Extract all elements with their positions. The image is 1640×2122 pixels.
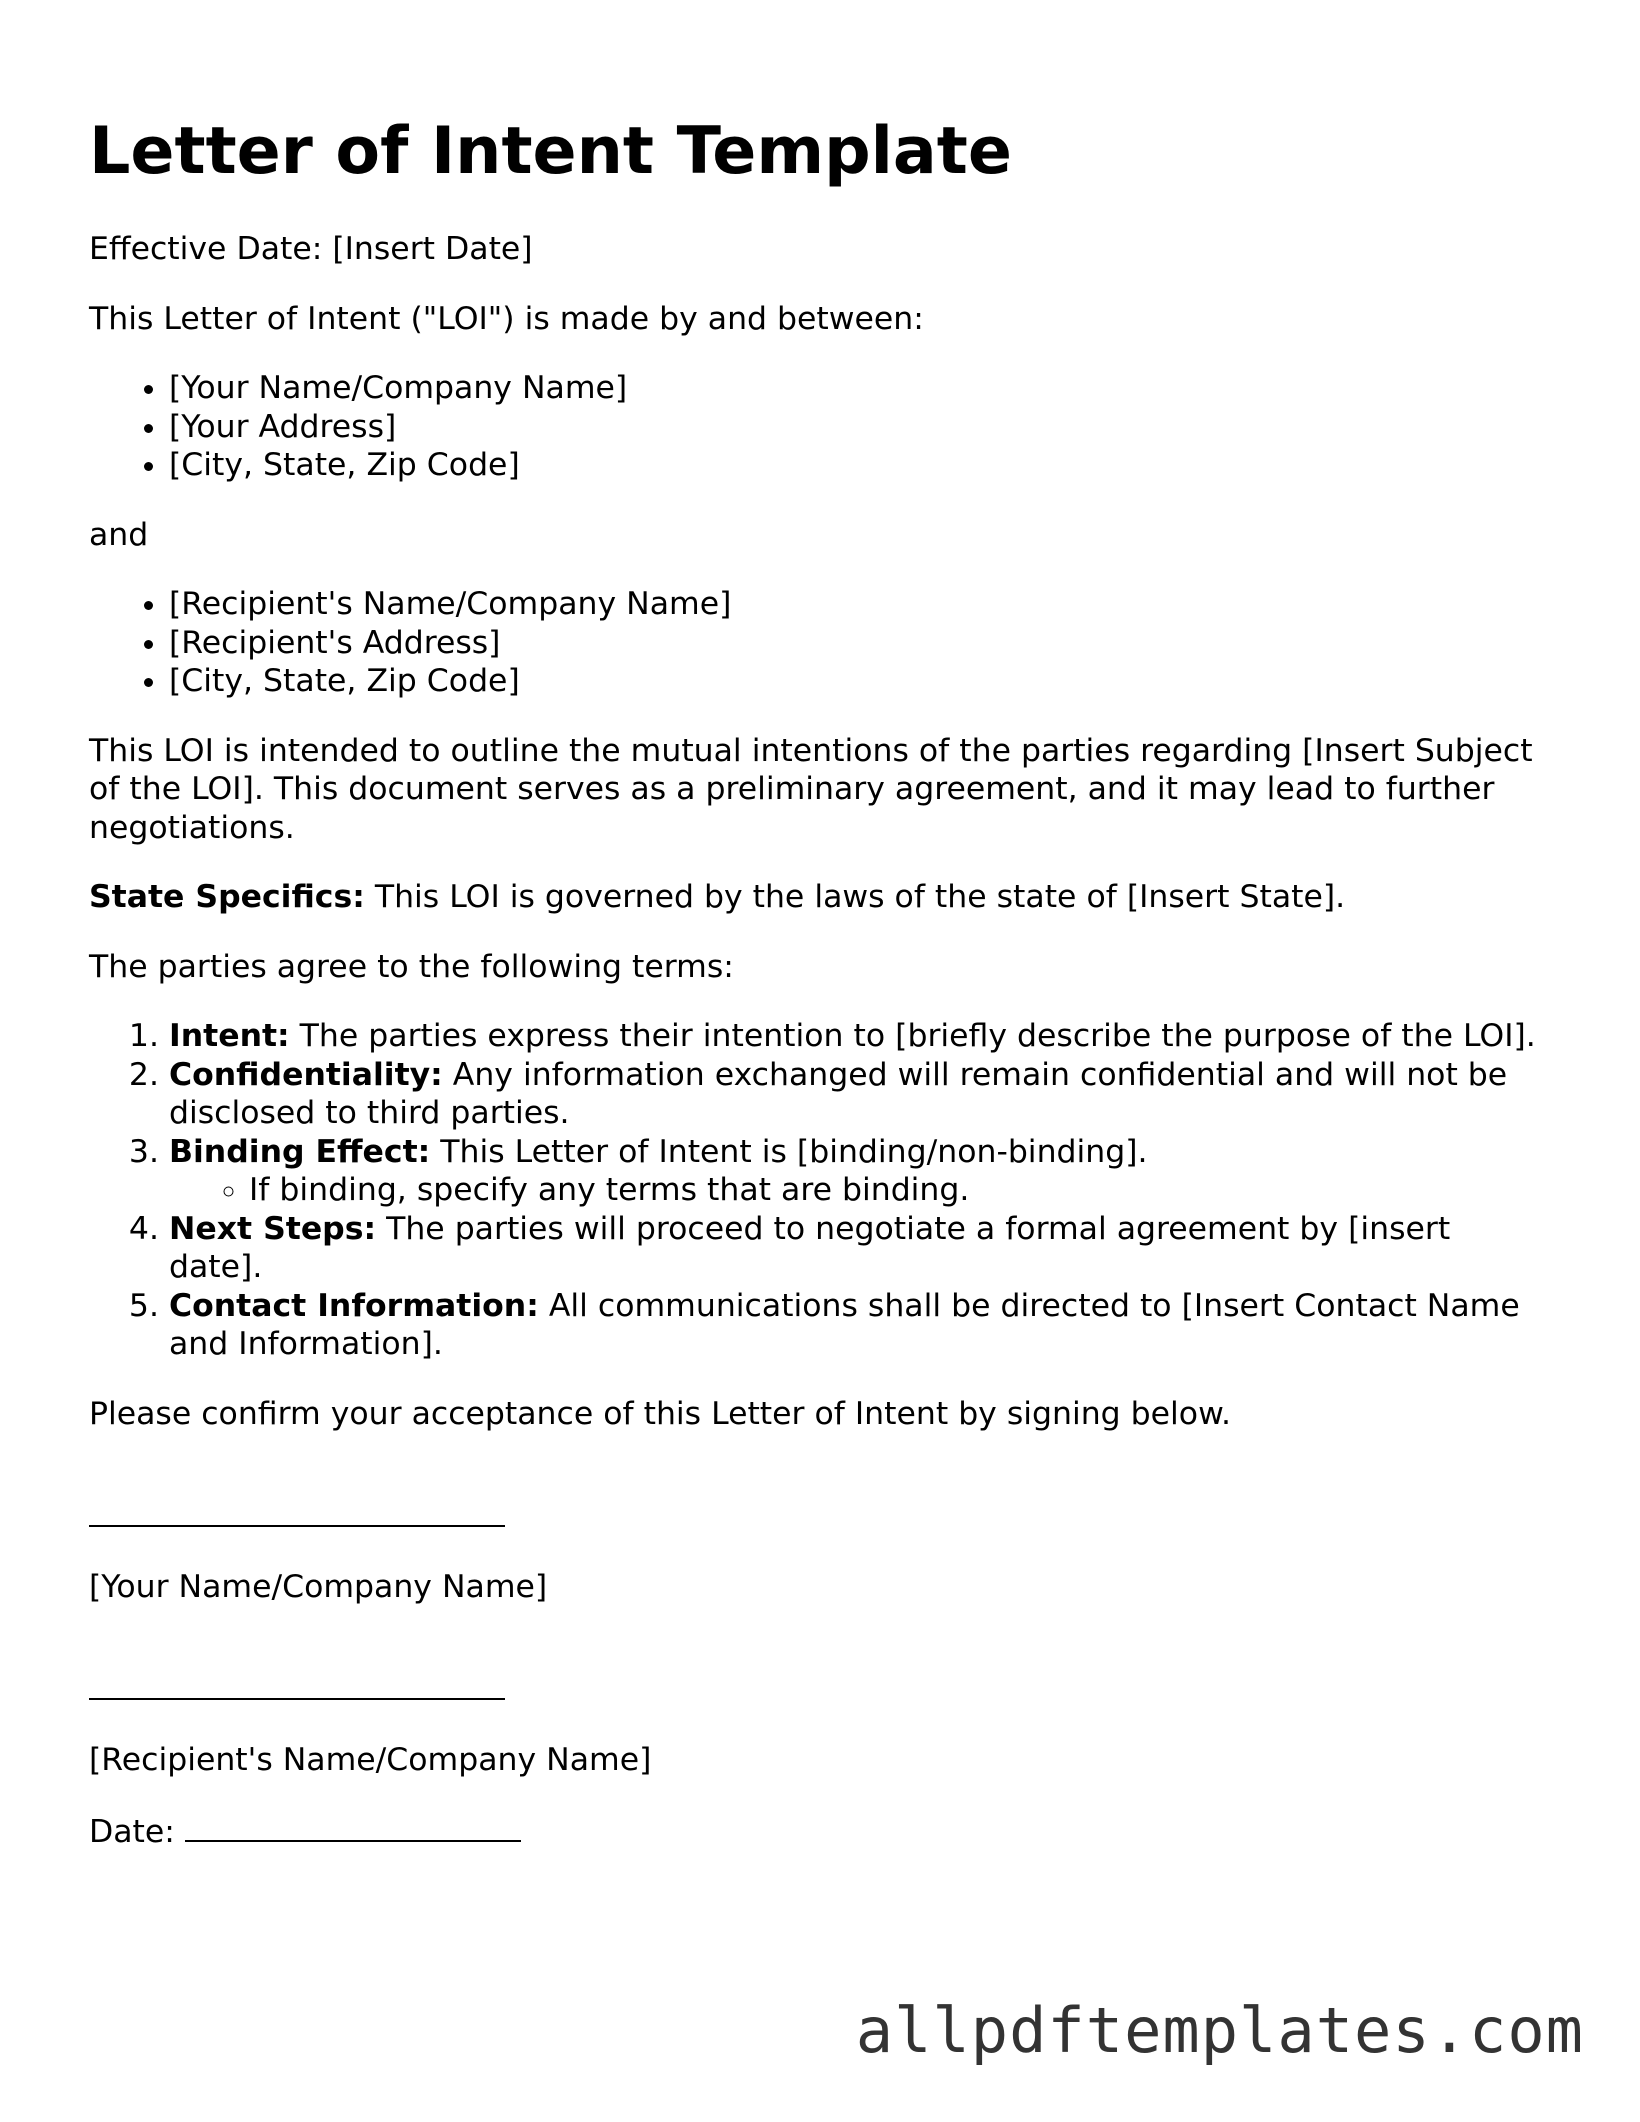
term-binding-effect xyxy=(169,1133,1551,1210)
and-text: and xyxy=(89,516,149,553)
state-label: State Specifics: xyxy=(89,879,365,915)
intro-paragraph: This Letter of Intent ("LOI") is made by and between: xyxy=(89,300,924,337)
list-item: • [City, State, Zip Code] xyxy=(169,446,1551,485)
list-item: • [Your Address] xyxy=(169,408,1551,447)
list-item: • [City, State, Zip Code] xyxy=(169,662,1551,701)
party-two-list xyxy=(89,585,1551,701)
date-label: Date: xyxy=(89,1814,185,1850)
term-text: Any information exchanged will remain confidential and will not be disclosed to third parties. xyxy=(169,1056,1508,1131)
term-label: Next Steps: xyxy=(169,1210,377,1247)
date-blank xyxy=(185,1810,521,1842)
signature-line-two xyxy=(89,1668,1551,1710)
list-item: • [Your Name/Company Name] xyxy=(169,369,1551,408)
term-text: The parties express their intention to [briefly describe the purpose of the LOI]. xyxy=(289,1018,1536,1054)
term-label: Intent: xyxy=(169,1018,290,1054)
term-confidentiality xyxy=(169,1056,1551,1133)
signature-two-name: [Recipient's Name/Company Name] xyxy=(89,1741,652,1778)
party-one-list xyxy=(89,369,1551,485)
confirm-paragraph: Please confirm your acceptance of this Letter of Intent by signing below. xyxy=(89,1395,1231,1432)
term-label: Contact Information: xyxy=(169,1287,539,1324)
term-next-steps xyxy=(169,1210,1551,1287)
document-title: Letter of Intent Template xyxy=(89,114,1012,189)
list-item: • [Recipient's Name/Company Name] xyxy=(169,585,1551,624)
signature-blank xyxy=(89,1495,505,1527)
binding-sub-list xyxy=(169,1171,1551,1210)
term-text: This Letter of Intent is [binding/non-binding]. xyxy=(430,1133,1148,1170)
terms-intro: The parties agree to the following terms: xyxy=(89,948,734,985)
signature-line-one xyxy=(89,1495,1551,1537)
purpose-paragraph: This LOI is intended to outline the mutual intentions of the parties regarding [Insert Subject of the LOI]. This document serves as a preliminary agreement, and it may lead to further negotiations. xyxy=(89,732,1533,846)
terms-list xyxy=(89,1017,1551,1364)
signature-one-name: [Your Name/Company Name] xyxy=(89,1568,548,1605)
term-text: The parties will proceed to negotiate a formal agreement by [insert date]. xyxy=(169,1210,1451,1285)
list-item: • [Recipient's Address] xyxy=(169,624,1551,663)
term-text: All communications shall be directed to [Insert Contact Name and Information]. xyxy=(169,1287,1520,1362)
term-label: Confidentiality: xyxy=(169,1056,443,1093)
state-text: This LOI is governed by the laws of the state of [Insert State]. xyxy=(364,879,1346,915)
document-body xyxy=(89,230,1551,1883)
list-item: ◦ If binding, specify any terms that are binding. xyxy=(249,1171,1551,1210)
state-specifics xyxy=(89,878,1551,917)
signature-blank xyxy=(89,1668,505,1700)
effective-date: Effective Date: [Insert Date] xyxy=(89,231,533,267)
term-intent xyxy=(169,1017,1551,1056)
term-label: Binding Effect: xyxy=(169,1133,431,1170)
term-contact-information xyxy=(169,1287,1551,1364)
date-line xyxy=(89,1810,1551,1852)
watermark: allpdftemplates.com xyxy=(855,1994,1584,2067)
